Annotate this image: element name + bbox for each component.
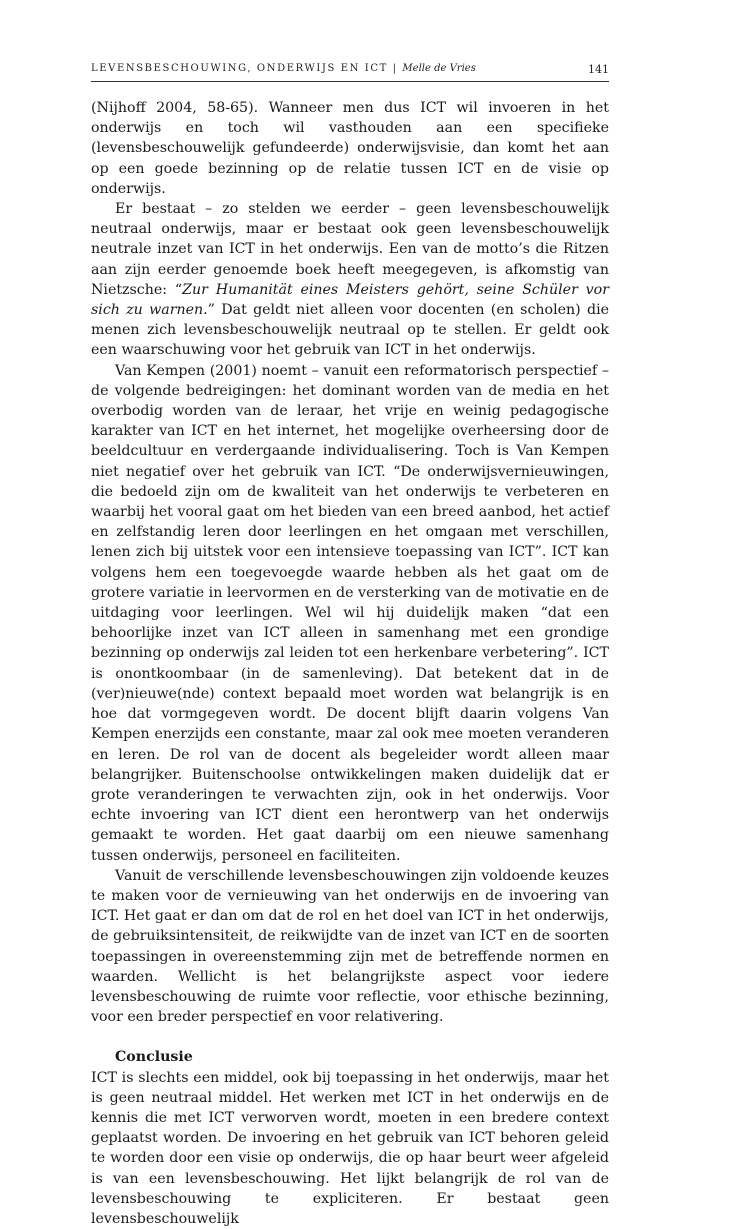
running-head-title: LEVENSBESCHOUWING, ONDERWIJS EN ICT: [91, 63, 388, 74]
nietzsche-quote: Zur Humanität eines Meisters gehört, seine Schüler vor sich zu warnen: [91, 281, 609, 319]
section-heading-conclusie: Conclusie: [115, 1049, 193, 1066]
paragraph-4: Vanuit de verschillende levensbeschouwingen zijn voldoende keuzes te maken voor de vernieuwing van het onderwijs en de invoering van ICT. Het gaat er dan om dat de rol en het doel van ICT in het onderwijs, de gebruiksintensiteit, de reikwijdte van de inzet van ICT en de soorten toepassingen in overeenstemming zijn met de betreffende normen en waarden. Wellicht is het belangrijkste aspect voor iedere levensbeschouwing de ruimte voor reflectie, voor ethische bezinning, voor een breder perspectief en voor relativering.: [91, 867, 609, 1026]
article-body: [91, 98, 609, 1229]
header-rule: [91, 81, 609, 82]
paragraph-3: Van Kempen (2001) noemt – vanuit een reformatorisch perspectief – de volgende bedreigingen: het dominant worden van de media en het overbodig worden van de leraar, het vrije en weinig pedagogische karakter van ICT en het internet, het mogelijke overheersing door de beeldcultuur en verdergaande individualisering. Toch is Van Kempen niet negatief over het gebruik van ICT. “De onderwijsvernieuwingen, die bedoeld zijn om de kwaliteit van het onderwijs te verbeteren en waarbij het vooral gaat om het bieden van een breed aanbod, het actief en zelfstandig leren door leerlingen en het omgaan met verschillen, lenen zich bij uitstek voor een intensieve toepassing van ICT”. ICT kan volgens hem een toegevoegde waarde hebben als het gaat om de grotere variatie in leervormen en de versterking van de motivatie en de uitdaging voor leerlingen. Wel wil hij duidelijk maken “dat een behoorlijke inzet van ICT alleen in samenhang met een grondige bezinning op onderwijs zal leiden tot een herkenbare verbetering”. ICT is onontkoombaar (in de samenleving). Dat betekent dat in de (ver)nieuwe(nde) context bepaald moet worden wat belangrijk is en hoe dat vormgegeven wordt. De docent blijft daarin volgens Van Kempen enerzijds een constante, maar zal ook mee moeten veranderen en leren. De rol van de docent als begeleider wordt alleen maar belangrijker. Buitenschoolse ontwikkelingen maken duidelijk dat er grote veranderingen te verwachten zijn, ook in het onderwijs. Voor echte invoering van ICT dient een herontwerp van het onderwijs gemaakt te worden. Het gaat daarbij om een nieuwe samenhang tussen onderwijs, personeel en faciliteiten.: [91, 362, 609, 864]
running-head-author: Melle de Vries: [402, 63, 476, 74]
running-head-separator: |: [392, 63, 398, 74]
page-number: 141: [588, 63, 609, 76]
paragraph-conclusion: ICT is slechts een middel, ook bij toepassing in het onderwijs, maar het is geen neutraal middel. Het werken met ICT in het onderwijs en de kennis die met ICT verworven wordt, moeten in een bredere context geplaatst worden. De invoering en het gebruik van ICT behoren geleid te worden door een visie op onderwijs, die op haar beurt weer afgeleid is van een levensbeschouwing. Het lijkt belangrijk de rol van de levensbeschouwing te expliciteren. Er bestaat geen levensbeschouwelijk: [91, 1069, 609, 1227]
running-head: [91, 63, 609, 79]
paragraph-2: Er bestaat – zo stelden we eerder – geen levensbeschouwelijk neutraal onderwijs, maar er bestaat ook geen levensbeschouwelijk neutrale inzet van ICT in het onderwijs. Een van de motto’s die Ritzen aan zijn eerder genoemde boek heeft meegegeven, is afkomstig van Nietzsche: “Zur Humanität eines Meisters gehört, seine Schüler vor sich zu warnen.” Dat geldt niet alleen voor docenten (en scholen) die menen zich levensbeschouwelijk neutraal op te stellen. Er geldt ook een waarschuwing voor het gebruik van ICT in het onderwijs.: [91, 201, 610, 359]
paragraph-1: (Nijhoff 2004, 58-65). Wanneer men dus ICT wil invoeren in het onderwijs en toch wil vasthouden aan een specifieke (levensbeschouwelijk gefundeerde) onderwijsvisie, dan komt het aan op een goede bezinning op de relatie tussen ICT en de visie op onderwijs.: [91, 100, 609, 197]
